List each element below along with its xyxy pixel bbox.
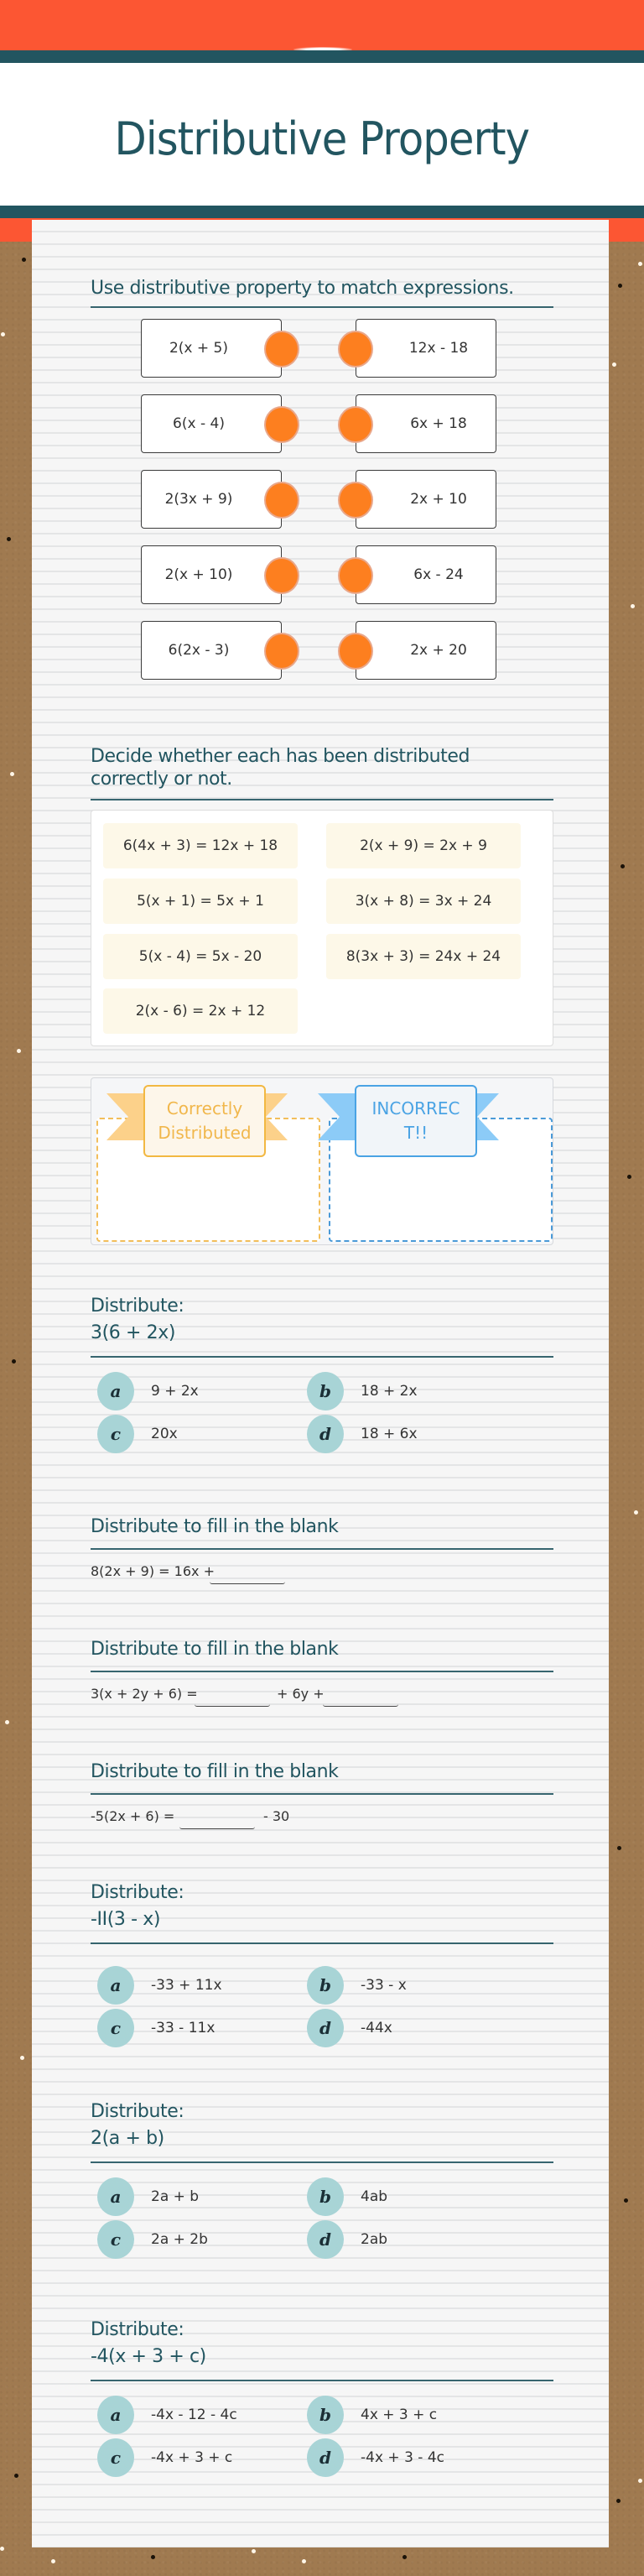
option-d[interactable] [307,1416,418,1452]
matching-question [91,277,553,308]
connector-knob[interactable] [338,406,373,443]
option-text: 18 + 6x [361,1426,418,1442]
option-letter-badge: c [97,2438,134,2477]
option-d[interactable] [307,2439,444,2476]
option-a[interactable] [97,1967,222,2004]
option-c[interactable] [97,2439,232,2476]
connector-knob[interactable] [338,482,373,519]
board-dot [20,2056,24,2060]
answer-blank[interactable] [195,1695,270,1707]
answer-blank[interactable] [210,1572,285,1584]
fill-question-3 [91,1760,553,1828]
option-text: -44x [361,2020,392,2036]
board-dot [616,2499,621,2503]
divider [91,1671,553,1672]
board-dot [17,1049,21,1053]
board-dot [617,1846,621,1850]
answer-blank[interactable] [323,1695,398,1707]
page-title: Distributive Property [114,112,530,165]
option-a[interactable] [97,2396,237,2433]
board-dot [624,2198,628,2203]
option-letter-badge: b [307,1966,344,2005]
divider [91,1793,553,1795]
option-b[interactable] [307,1967,407,2004]
label-line: Correctly [166,1098,243,1119]
divider [91,1942,553,1944]
label-line: T!! [403,1123,428,1143]
question-expression: 2(a + b) [91,2128,164,2149]
sort-item[interactable]: 5(x - 4) = 5x - 20 [103,934,298,979]
sort-buckets [91,1077,553,1245]
match-left-card[interactable] [141,394,282,453]
fill-question-2 [91,1638,553,1705]
match-right-text: 2x + 20 [410,642,467,659]
equation-text: 3(x + 2y + 6) = [91,1686,198,1702]
mc-options-3 [91,2178,553,2262]
mc-options-1 [91,1373,553,1457]
match-left-card[interactable] [141,319,282,378]
match-right-text: 6x - 24 [413,566,464,583]
board-dot [1,332,5,336]
question-prompt-line1: Decide whether each has been distributed [91,746,470,767]
option-c[interactable] [97,2221,208,2258]
mc-question-3 [91,2100,553,2163]
match-right-text: 6x + 18 [410,415,467,432]
option-text: 4x + 3 + c [361,2407,438,2423]
divider [91,306,553,308]
match-left-text: 6(2x - 3) [168,642,230,659]
title-header [0,63,644,206]
question-expression: -II(3 - x) [91,1909,161,1930]
option-b[interactable] [307,2178,387,2215]
question-title: Distribute to fill in the blank [91,1516,339,1537]
option-c[interactable] [97,2010,215,2047]
option-text: 9 + 2x [151,1383,199,1400]
connector-knob[interactable] [264,557,299,594]
sort-item[interactable]: 2(x + 9) = 2x + 9 [326,823,521,868]
sort-item[interactable]: 6(4x + 3) = 12x + 18 [103,823,298,868]
option-text: -33 - x [361,1977,407,1994]
option-letter-badge: b [307,2177,344,2216]
option-letter-badge: a [97,1966,134,2005]
option-d[interactable] [307,2010,392,2047]
equation-text: 8(2x + 9) = 16x + [91,1563,215,1579]
connector-knob[interactable] [338,331,373,368]
option-letter-badge: c [97,2220,134,2259]
top-banner [0,0,644,50]
sort-item[interactable]: 8(3x + 3) = 24x + 24 [326,934,521,979]
question-prompt: Use distributive property to match expressions. [91,278,514,299]
option-text: 2a + 2b [151,2231,208,2248]
equation-text: + 6y + [277,1686,325,1702]
option-text: -4x + 3 + c [151,2449,233,2466]
option-letter-badge: d [307,2438,344,2477]
match-left-text: 2(3x + 9) [164,491,233,508]
match-right-text: 12x - 18 [408,340,469,357]
match-right-card[interactable] [356,545,496,604]
board-dot [12,1359,16,1364]
divider [91,799,553,800]
question-title: Distribute: [91,1882,184,1903]
match-right-text: 2x + 10 [410,491,467,508]
sorting-question [91,745,553,800]
match-right-card[interactable] [356,319,496,378]
question-title: Distribute to fill in the blank [91,1761,339,1782]
board-dot [5,1720,9,1724]
question-title: Distribute: [91,2101,184,2122]
option-a[interactable] [97,2178,199,2215]
option-b[interactable] [307,1373,418,1410]
board-dot [621,864,625,868]
board-dot [7,537,11,541]
option-text: 4ab [361,2188,388,2205]
equation-text: -5(2x + 6) = [91,1808,175,1824]
divider [91,2161,553,2163]
board-dot [51,2559,55,2563]
match-left-text: 6(x - 4) [173,415,225,432]
sort-item[interactable]: 2(x - 6) = 2x + 12 [103,988,298,1034]
match-left-card[interactable] [141,545,282,604]
teal-stripe-top [0,50,644,63]
answer-blank[interactable] [179,1817,255,1829]
option-text: 2ab [361,2231,388,2248]
connector-knob[interactable] [264,633,299,670]
question-title: Distribute: [91,1296,184,1317]
option-letter-badge: c [97,1415,134,1453]
board-dot [10,772,14,776]
question-title: Distribute: [91,2319,184,2340]
connector-knob[interactable] [338,633,373,670]
match-right-card[interactable] [356,394,496,453]
option-letter-badge: c [97,2009,134,2047]
match-left-text: 2(x + 5) [169,340,228,357]
mc-options-4 [91,2396,553,2480]
option-text: -33 + 11x [151,1977,222,1994]
mc-options-2 [91,1967,553,2051]
option-d[interactable] [307,2221,387,2258]
board-dot [302,2559,306,2563]
option-text: -4x - 12 - 4c [151,2407,237,2423]
option-letter-badge: a [97,2177,134,2216]
board-dot [631,604,635,608]
match-left-card[interactable] [141,470,282,529]
match-right-card[interactable] [356,621,496,680]
teal-stripe-bottom [0,206,644,218]
option-text: 18 + 2x [361,1383,418,1400]
mc-question-2 [91,1881,553,1944]
board-dot [252,2549,256,2553]
option-letter-badge: a [97,1372,134,1411]
option-letter-badge: a [97,2396,134,2434]
board-dot [638,262,642,266]
option-text: -4x + 3 - 4c [361,2449,444,2466]
question-prompt-line2: correctly or not. [91,769,232,790]
match-left-card[interactable] [141,621,282,680]
question-expression: 3(6 + 2x) [91,1322,175,1343]
label-line: INCORREC [371,1098,460,1119]
connector-knob[interactable] [264,406,299,443]
board-dot [634,1510,638,1515]
option-a[interactable] [97,1373,199,1410]
board-dot [638,2479,642,2483]
connector-knob[interactable] [338,557,373,594]
board-dot [22,258,26,262]
mc-question-4 [91,2318,553,2381]
board-dot [0,2547,4,2551]
board-dot [151,2555,155,2559]
option-letter-badge: d [307,2220,344,2259]
board-dot [14,2474,18,2478]
board-dot [402,2555,407,2559]
option-text: 20x [151,1426,178,1442]
board-dot [627,1175,631,1179]
correct-bucket-label [143,1085,266,1157]
label-line: Distributed [158,1123,252,1143]
option-letter-badge: b [307,2396,344,2434]
question-title: Distribute to fill in the blank [91,1639,339,1660]
option-text: -33 - 11x [151,2020,216,2036]
incorrect-bucket-label [355,1085,477,1157]
board-dot [618,284,622,288]
option-letter-badge: b [307,1372,344,1411]
option-c[interactable] [97,1416,178,1452]
mc-question-1 [91,1295,553,1358]
sort-item[interactable]: 3(x + 8) = 3x + 24 [326,879,521,924]
option-b[interactable] [307,2396,437,2433]
board-dot [612,362,616,367]
option-text: 2a + b [151,2188,200,2205]
divider [91,1356,553,1358]
connector-knob[interactable] [264,482,299,519]
option-letter-badge: d [307,1415,344,1453]
option-letter-badge: d [307,2009,344,2047]
divider [91,1548,553,1550]
sort-item[interactable]: 5(x + 1) = 5x + 1 [103,879,298,924]
connector-knob[interactable] [264,331,299,368]
fill-question-1 [91,1515,553,1583]
sort-items-container [91,810,553,1046]
question-expression: -4(x + 3 + c) [91,2346,206,2367]
match-right-card[interactable] [356,470,496,529]
divider [91,2380,553,2381]
matching-pairs [91,319,553,688]
equation-text: - 30 [263,1808,290,1824]
match-left-text: 2(x + 10) [164,566,233,583]
